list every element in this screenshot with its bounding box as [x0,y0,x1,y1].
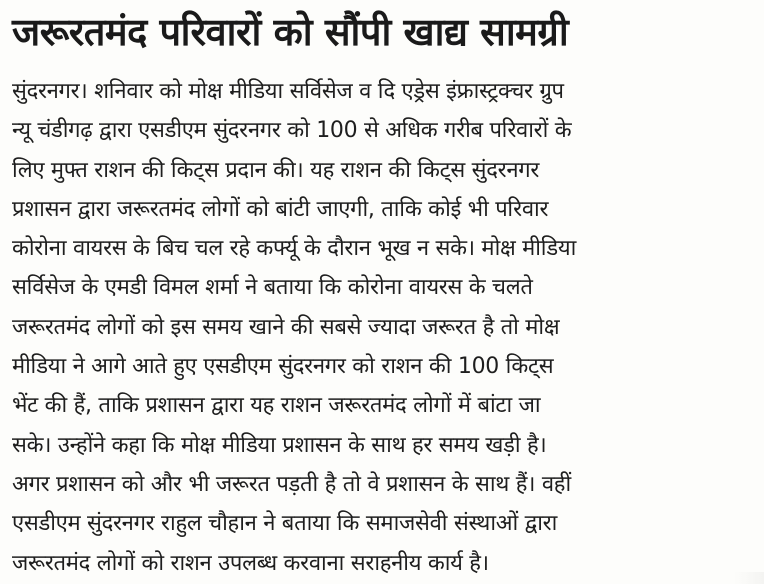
article-body [12,72,757,583]
article-line: जरूरतमंद लोगों को राशन उपलब्ध करवाना सराहनीय कार्य है। [12,550,489,576]
paper-edge [734,572,764,584]
article-line: न्यू चंडीगढ़ द्वारा एसडीएम सुंदरनगर को 100 से अधिक गरीब परिवारों के [12,118,572,144]
article-line: सके। उन्होंने कहा कि मोक्ष मीडिया प्रशासन के साथ हर समय खड़ी है। [12,432,547,458]
article-line: प्रशासन द्वारा जरूरतमंद लोगों को बांटी जाएगी, ताकि कोई भी परिवार [12,196,549,222]
article-line: कोरोना वायरस के बिच चल रहे कर्फ्यू के दौरान भूख न सके। मोक्ष मीडिया [12,236,577,262]
article-line: सुंदरनगर। शनिवार को मोक्ष मीडिया सर्विसेज व दि एड्रेस इंफ्रास्ट्रक्चर ग्रुप [12,79,564,104]
article-headline: जरूरतमंद परिवारों को सौंपी खाद्य सामग्री [12,10,569,54]
article-line: मीडिया ने आगे आते हुए एसडीएम सुंदरनगर को राशन की 100 किट्स [12,354,554,380]
article-line: लिए मुफ्त राशन की किट्स प्रदान की। यह राशन की किट्स सुंदरनगर [12,157,540,183]
article-line: जरूरतमंद लोगों को इस समय खाने की सबसे ज्यादा जरूरत है तो मोक्ष [12,314,560,340]
article-line: अगर प्रशासन को और भी जरूरत पड़ती है तो वे प्रशासन के साथ हैं। वहीं [12,471,571,497]
article-line: एसडीएम सुंदरनगर राहुल चौहान ने बताया कि समाजसेवी संस्थाओं द्वारा [12,511,558,537]
article-line: सर्विसेज के एमडी विमल शर्मा ने बताया कि कोरोना वायरस के चलते [12,275,533,301]
article-line: भेंट की हैं, ताकि प्रशासन द्वारा यह राशन जरूरतमंद लोगों में बांटा जा [12,393,541,419]
